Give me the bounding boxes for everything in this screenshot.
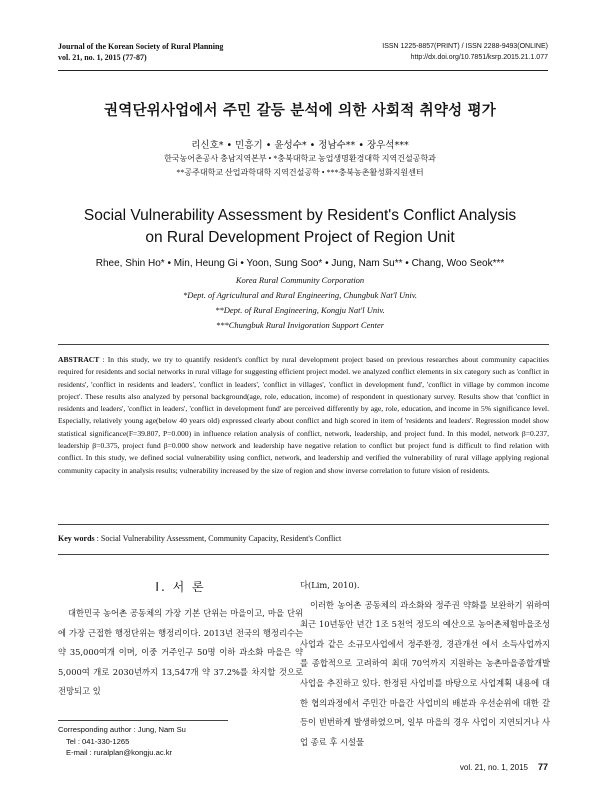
page-number: 77 [537, 762, 548, 772]
abstract-label: ABSTRACT [58, 355, 100, 364]
keywords-rule [58, 554, 549, 555]
abstract-text: : In this study, we try to quantify resident's conflict by rural development project based on previous researches about community capacities required for residents and social networks in rural village for suggesting efficient project model. we analyzed conflict elements in six category such as 'conflict in residents', 'conflict in residents and leaders', 'conflict in leaders', 'conflict in villages', 'conflict in development fund', 'conflict in village by common income project'. These results also analyzed by personal background(age, role, education, income) of respondent in questionary survey. Results show that 'conflict in residents and leaders', 'conflict in leaders', 'conflict in development fund' are perceived differently by age, role, education, and income in 5% significance level. Especially, relatively young age(below 40 years old) expressed clearly about conflict and high scored in item of 'residents and leaders'. Regression model show statistical significance(F=39.807, P=0.000) in influence relation analysis of conflict, network, leadership, and project fund. In this model, network β=0.237, leadership β=0.375, project fund β=0.000 show network and leadership have negative relation to conflict but project fund is difficult to find relation with conflict. In this study, we defined social vulnerability using conflict, network, and leadership and verified the vulnerability of rural village applying regional community capacity in analysis results; vulnerability increased by the size of region and show inverse correlation to future vision of residents. [58, 355, 550, 475]
journal-name: Journal of the Korean Society of Rural Planning [58, 42, 224, 51]
paragraph: 이러한 농어촌 공동체의 과소화와 정주권 약화를 보완하기 위하여 최근 10년동안 년간 1조 5천억 정도의 예산으로 농어촌체험마을조성사업과 같은 소규모사업에서 정주환경, 경관개선 에서 소득사업까지를 종합적으로 고려하여 최대 70억까지 지원하는 농촌마을종합개발사업을 추진하고 있다. 한정된 사업비를 바탕으로 사업계획 내용에 대한 협의과정에서 주민간 마을간 사업비의 배분과 우선순위에 대한 갈등이 빈번하게 발생하였으며, 일부 마을의 경우 사업이 지연되거나 사업 종료 후 시설물 [300, 599, 550, 747]
page-footer [460, 762, 548, 772]
affiliation-english-2: *Dept. of Agricultural and Rural Engineering, Chungbuk Nat'l Univ. [182, 290, 418, 300]
body-right-column [300, 576, 550, 752]
corresponding-phone: Tel : 041-330-1265 [66, 736, 130, 746]
affiliation-korean-1: 한국농어촌공사 충남지역본부 • *충북대학교 농업생명환경대학 지역건설공학과 [164, 154, 436, 163]
body-left-column [58, 604, 303, 702]
title-korean: 권역단위사업에서 주민 갈등 분석에 의한 사회적 취약성 평가 [104, 103, 496, 119]
affiliation-english-4: ***Chungbuk Rural Invigoration Support Center [215, 320, 385, 330]
corresponding-email[interactable]: E-mail : ruralplan@kongju.ac.kr [66, 748, 173, 757]
footnote-rule [58, 720, 228, 721]
keywords-text: : Social Vulnerability Assessment, Community Capacity, Resident's Conflict [96, 534, 342, 543]
affiliation-english-1: Korea Rural Community Corporation [235, 275, 365, 285]
section-heading-introduction: Ⅰ. 서 론 [155, 580, 206, 594]
affiliation-english-3: **Dept. of Rural Engineering, Kongju Nat'l Univ. [215, 305, 385, 315]
title-english-line1: Social Vulnerability Assessment by Resident's Conflict Analysis [83, 207, 517, 224]
abstract-bottom-rule [58, 524, 549, 525]
affiliation-korean-2: **공주대학교 산업과학대학 지역건설공학 • ***충북농촌활성화지원센터 [176, 168, 424, 177]
doi-link[interactable]: http://dx.doi.org/10.7851/ksrp.2015.21.1.077 [410, 53, 548, 61]
footer-issue: vol. 21, no. 1, 2015 [459, 763, 528, 772]
journal-volume: vol. 21, no. 1, 2015 (77-87) [58, 52, 147, 62]
abstract [58, 354, 549, 477]
header-rule [58, 70, 548, 71]
issn: ISSN 1225-8857(PRINT) / ISSN 2288-9493(ONLINE) [382, 43, 548, 50]
journal-identifiers [382, 42, 548, 63]
paragraph: 다(Lim, 2010). [300, 580, 360, 590]
title-english [0, 205, 600, 249]
authors-korean: 리신호* • 민흥기 • 윤성수* • 정남수** • 장우석*** [191, 140, 409, 151]
keywords-label: Key words [58, 534, 95, 543]
journal-header [58, 42, 223, 63]
corresponding-author: Corresponding author : Jung, Nam Su [58, 725, 186, 734]
title-english-line2: on Rural Development Project of Region Unit [145, 229, 455, 246]
abstract-top-rule [58, 344, 549, 345]
paragraph: 대한민국 농어촌 공동체의 가장 기본 단위는 마을이고, 마을 단위에 가장 근접한 행정단위는 행정리이다. 2013년 전국의 행정리수는 약 35,000여개 이며, 이중 거주인구 50명 이하 과소화 마을은 약 5,000여 개로 2030년까지 13,547개 약 37.2%를 차지할 것으로 전망되고 있 [58, 608, 303, 697]
authors-english: Rhee, Shin Ho* • Min, Heung Gi • Yoon, Sung Soo* • Jung, Nam Su** • Chang, Woo Seok*** [95, 258, 505, 269]
keywords [58, 534, 549, 543]
corresponding-author-note [58, 724, 303, 759]
